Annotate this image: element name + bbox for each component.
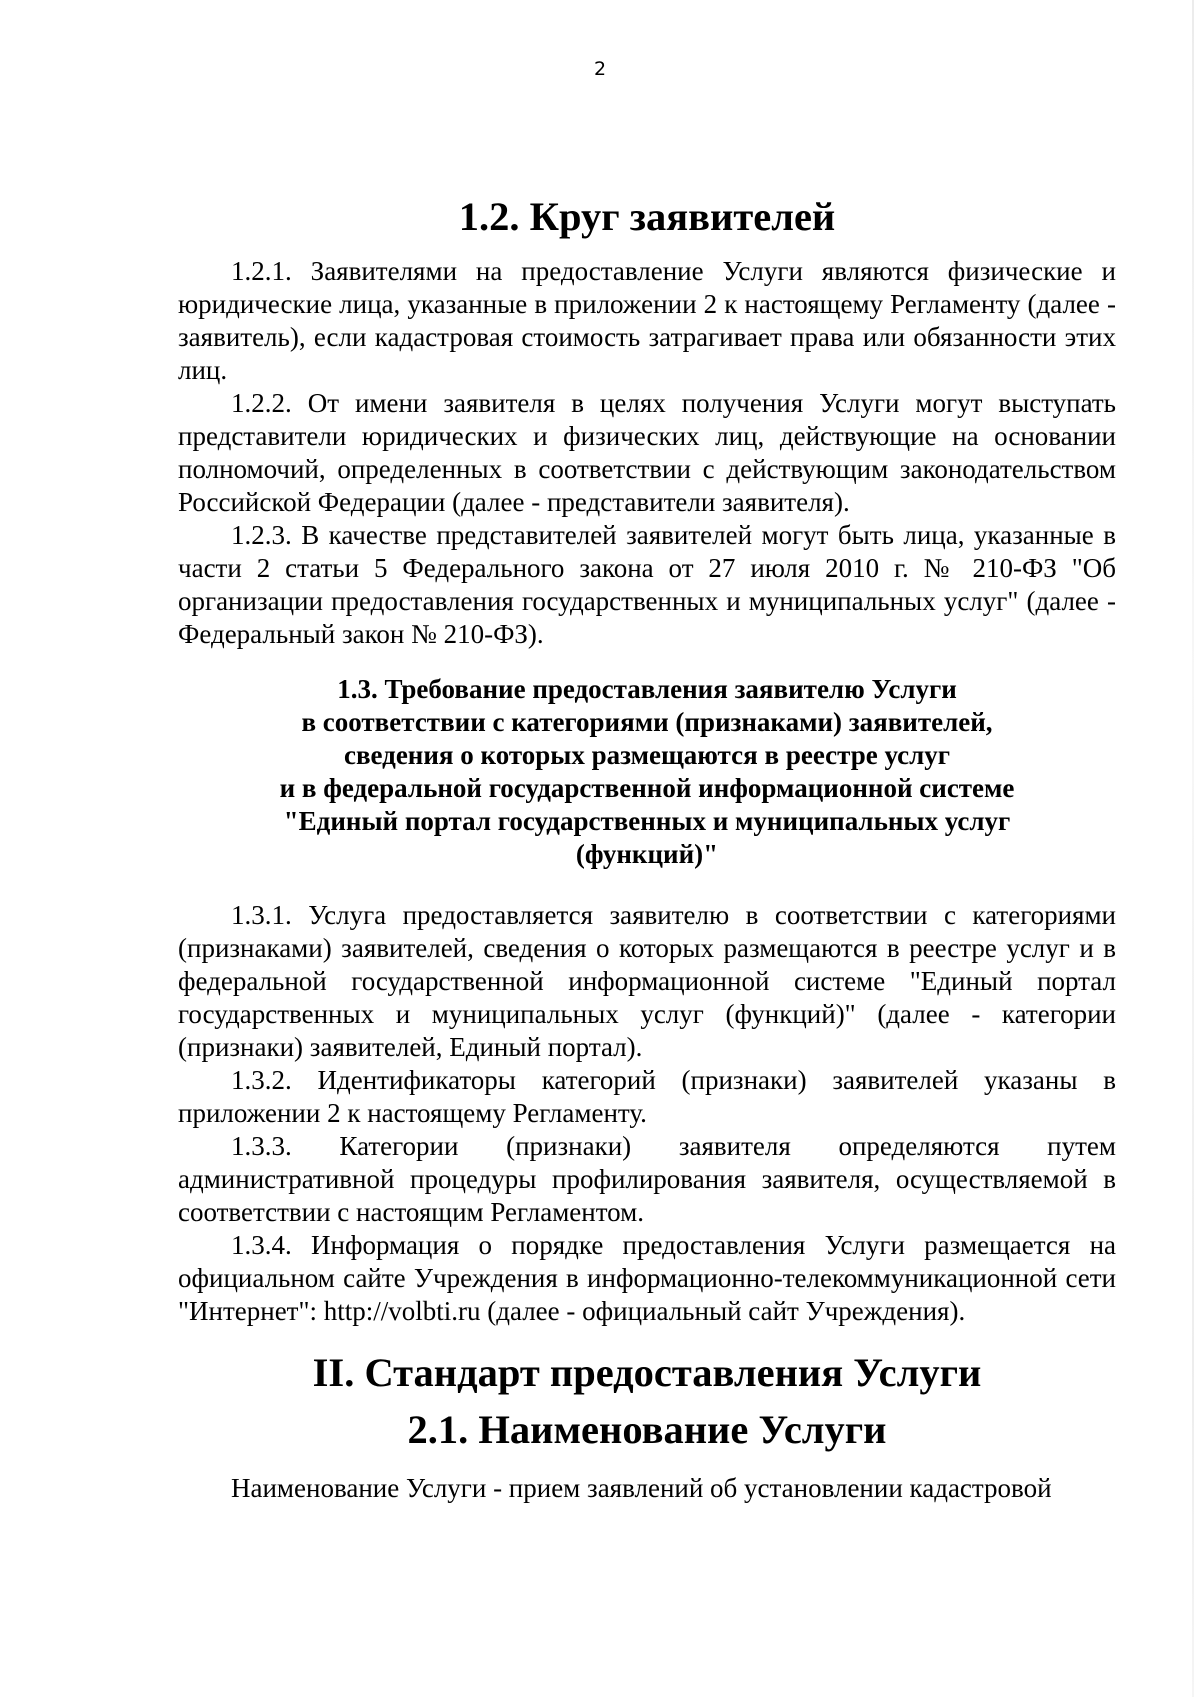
section-2-1-heading: 2.1. Наименование Услуги [407,1407,887,1452]
section-1-3-heading-line: 1.3. Требование предоставления заявителю Услуги [337,674,957,704]
scan-edge-shadow [1192,0,1194,1697]
paragraph-2-1: Наименование Услуги - прием заявлений об установлении кадастровой [231,1473,1052,1503]
paragraph-1-2-1: 1.2.1. Заявителями на предоставление Услуги являются физические и юридические лица, указанные в приложении 2 к настоящему Регламенту (далее - заявитель), если кадастровая стоимость затрагивает права или обязанности этих лиц. [178,256,1116,385]
paragraph-1-3-4: 1.3.4. Информация о порядке предоставления Услуги размещается на официальном сайте Учреждения в информационно-телекоммуникационной сети "Интернет": http://volbti.ru (далее - официальный сайт Учреждения). [178,1230,1116,1326]
paragraph-1-2-2: 1.2.2. От имени заявителя в целях получения Услуги могут выступать представители юридических и физических лиц, действующие на основании полномочий, определенных в соответствии с действующим законодательством Российской Федерации (далее - представители заявителя). [178,388,1116,517]
section-1-3-heading-line: "Единый портал государственных и муниципальных услуг [283,806,1011,836]
paragraph-1-3-2: 1.3.2. Идентификаторы категорий (признаки) заявителей указаны в приложении 2 к настоящему Регламенту. [178,1065,1116,1128]
section-2-1-body [178,1472,1116,1505]
paragraph-1-2-3: 1.2.3. В качестве представителей заявителей могут быть лица, указанные в части 2 статьи 5 Федерального закона от 27 июля 2010 г. № 210-ФЗ "Об организации предоставления государственных и муниципальных услуг" (далее - Федеральный закон № 210-ФЗ). [178,520,1116,649]
document-body [178,194,1116,1505]
section-1-3-heading-line: сведения о которых размещаются в реестре услуг [343,740,951,770]
section-1-3-heading-line: (функций)" [575,839,719,869]
section-1-3-body [178,899,1116,1328]
section-1-3-heading [178,673,1116,871]
section-1-2-heading: 1.2. Круг заявителей [458,194,836,239]
paragraph-1-3-1: 1.3.1. Услуга предоставляется заявителю в соответствии с категориями (признаками) заявителей, сведения о которых размещаются в реестре услуг и в федеральной государственной информационной системе "Единый портал государственных и муниципальных услуг (функций)" (далее - категории (признаки) заявителей, Единый портал). [178,900,1116,1062]
section-1-3-heading-line: в соответствии с категориями (признаками) заявителей, [301,707,993,737]
page-number: 2 [593,58,607,80]
section-1-3-heading-line: и в федеральной государственной информационной системе [279,773,1015,803]
section-2-heading: II. Стандарт предоставления Услуги [312,1350,982,1395]
section-1-2-body [178,255,1116,651]
paragraph-1-3-3: 1.3.3. Категории (признаки) заявителя определяются путем административной процедуры профилирования заявителя, осуществляемой в соответствии с настоящим Регламентом. [178,1131,1116,1227]
